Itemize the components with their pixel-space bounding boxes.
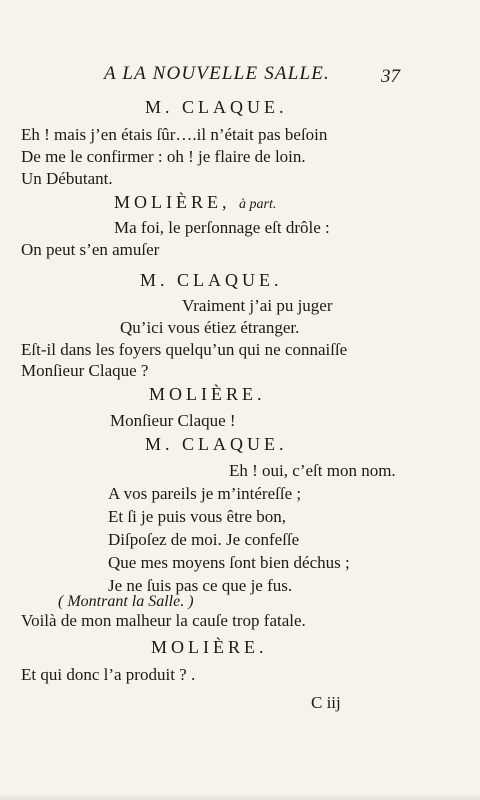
speaker-moliere: MOLIÈRE.	[149, 384, 266, 404]
running-head: A LA NOUVELLE SALLE.	[104, 63, 331, 84]
verse-line: A vos pareils je m’intéreſſe ;	[108, 484, 302, 503]
verse-line: Ma foi, le perſonnage eſt drôle :	[114, 218, 330, 237]
speaker-claque: M. CLAQUE.	[140, 270, 283, 290]
verse-line: Diſpoſez de moi. Je confeſſe	[108, 530, 300, 549]
verse-line: On peut s’en amuſer	[21, 240, 160, 259]
signature-mark: C iij	[311, 693, 341, 712]
verse-line: Monſieur Claque !	[110, 411, 236, 430]
speaker-moliere	[114, 192, 276, 215]
verse-line: Qu’ici vous étiez étranger.	[120, 318, 300, 337]
page-edge-shadow	[0, 794, 480, 800]
verse-line: Que mes moyens ſont bien déchus ;	[108, 553, 350, 572]
verse-line: Voilà de mon malheur la cauſe trop fatale.	[21, 611, 306, 630]
stage-direction: à part.	[239, 197, 277, 212]
verse-line: Eſt-il dans les foyers quelqu’un qui ne connaiſſe	[21, 340, 348, 359]
verse-line: Et ſi je puis vous être bon,	[108, 507, 287, 526]
verse-line: Je ne ſuis pas ce que je fus.	[108, 576, 293, 595]
speaker-moliere: MOLIÈRE.	[151, 637, 268, 657]
verse-line: Et qui donc l’a produit ? .	[21, 665, 196, 684]
verse-line: Un Débutant.	[21, 169, 113, 188]
stage-direction: ( Montrant la Salle. )	[58, 593, 194, 610]
verse-line: Eh ! mais j’en étais ſûr….il n’était pas beſoin	[21, 125, 328, 144]
speaker-claque: M. CLAQUE.	[145, 434, 288, 454]
speaker-claque: M. CLAQUE.	[145, 97, 288, 117]
speaker-name: MOLIÈRE,	[114, 192, 231, 212]
verse-line: De me le confirmer : oh ! je flaire de loin.	[21, 147, 306, 166]
verse-line: Eh ! oui, c’eſt mon nom.	[229, 461, 396, 480]
verse-line: Vraiment j’ai pu juger	[182, 296, 333, 315]
page-number: 37	[381, 66, 400, 87]
verse-line: Monſieur Claque ?	[21, 361, 149, 380]
